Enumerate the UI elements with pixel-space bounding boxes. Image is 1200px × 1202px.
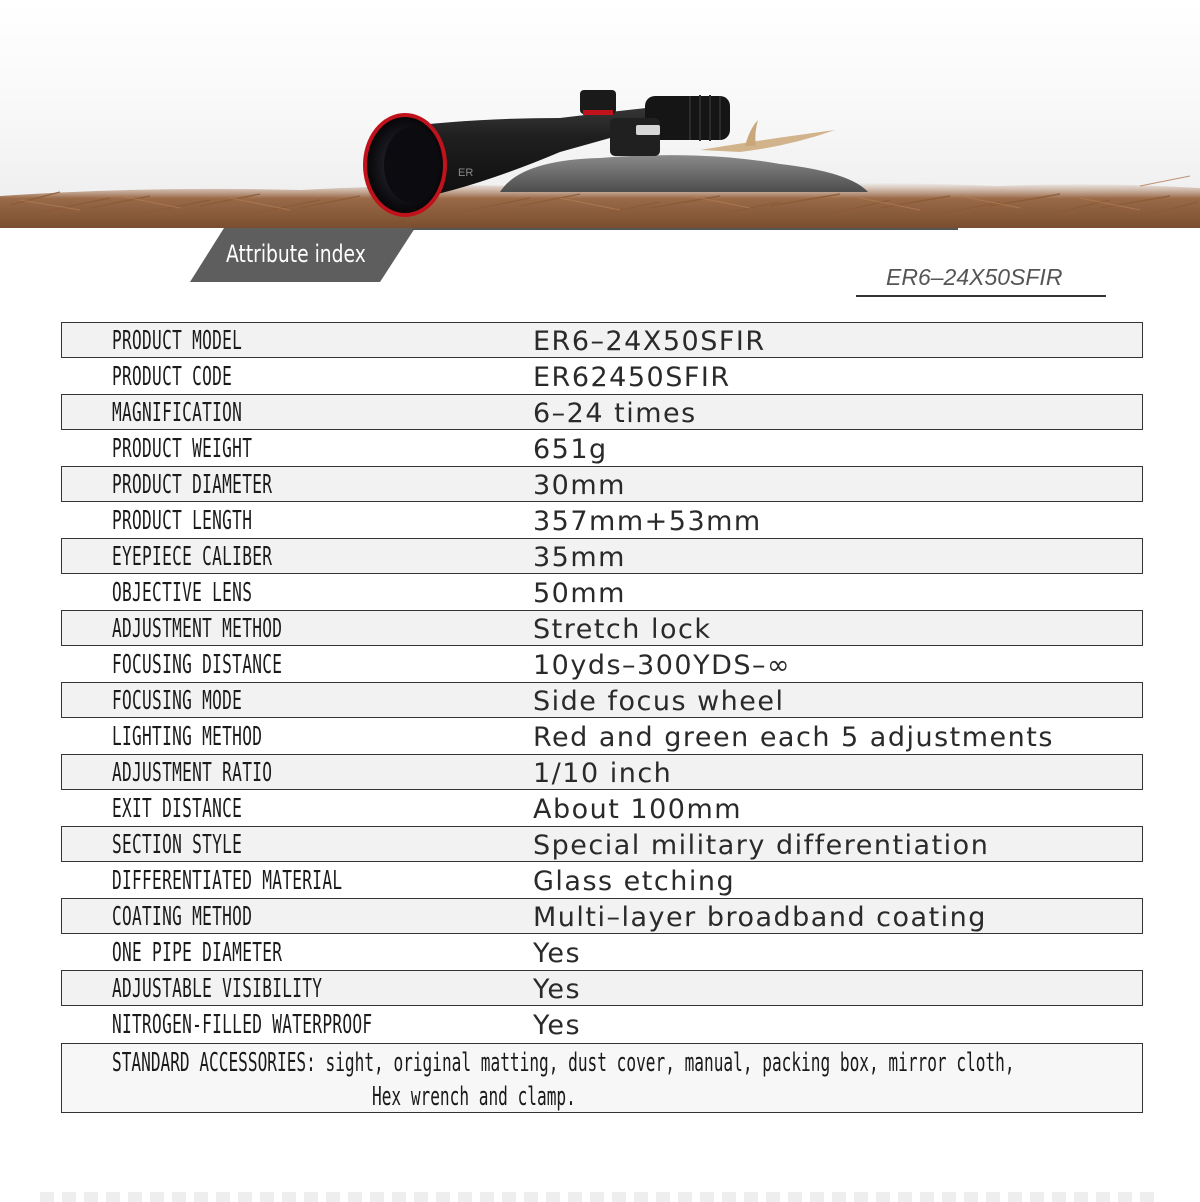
- scope-marking: ER: [458, 167, 474, 179]
- spec-row: [61, 430, 1143, 466]
- spec-row: [61, 1006, 1143, 1042]
- spec-row: [61, 718, 1143, 754]
- spec-row: [61, 358, 1143, 394]
- spec-row: [61, 826, 1143, 862]
- spec-row: [61, 502, 1143, 538]
- accessories-line-1: STANDARD ACCESSORIES: sight, original matting, dust cover, manual, packing box, mirror cloth,: [112, 1048, 1015, 1078]
- cropped-footer-text: [40, 1192, 1160, 1202]
- spec-row: [61, 574, 1143, 610]
- model-title-underline: [856, 295, 1106, 297]
- spec-value: 50mm: [533, 578, 626, 609]
- spec-row: [61, 862, 1143, 898]
- spec-value: Yes: [533, 974, 582, 1005]
- spec-value: Multi–layer broadband coating: [533, 902, 987, 933]
- spec-label: PRODUCT CODE: [112, 362, 233, 392]
- spec-value: Stretch lock: [533, 614, 712, 645]
- spec-row: [61, 790, 1143, 826]
- spec-value: ER62450SFIR: [533, 362, 731, 393]
- spec-label: PRODUCT WEIGHT: [112, 434, 253, 464]
- spec-label: EYEPIECE CALIBER: [112, 542, 273, 572]
- spec-value: Yes: [533, 938, 582, 969]
- attribute-index-label: Attribute index: [226, 240, 366, 268]
- spec-label: NITROGEN-FILLED WATERPROOF: [112, 1010, 373, 1040]
- spec-value: Side focus wheel: [533, 686, 785, 717]
- spec-value: Glass etching: [533, 866, 736, 897]
- spec-label: SECTION STYLE: [112, 830, 243, 860]
- spec-table: [61, 322, 1143, 1042]
- spec-value: About 100mm: [533, 794, 743, 825]
- spec-label: FOCUSING DISTANCE: [112, 650, 283, 680]
- spec-value: 1/10 inch: [533, 758, 673, 789]
- spec-label: ADJUSTMENT RATIO: [112, 758, 273, 788]
- spec-label: PRODUCT DIAMETER: [112, 470, 273, 500]
- product-hero-image: [0, 0, 1200, 228]
- spec-row: [61, 934, 1143, 970]
- spec-label: FOCUSING MODE: [112, 686, 243, 716]
- header-divider: [412, 228, 958, 230]
- spec-row: [61, 646, 1143, 682]
- spec-row: [61, 466, 1143, 502]
- spec-label: EXIT DISTANCE: [112, 794, 243, 824]
- spec-label: DIFFERENTIATED MATERIAL: [112, 866, 343, 896]
- spec-value: 6–24 times: [533, 398, 697, 429]
- accessories-line-2: Hex wrench and clamp.: [372, 1082, 576, 1112]
- spec-row: [61, 322, 1143, 358]
- spec-value: 651g: [533, 434, 608, 465]
- spec-label: ADJUSTABLE VISIBILITY: [112, 974, 323, 1004]
- rifle-scope-illustration: [0, 0, 1200, 228]
- standard-accessories-box: [61, 1043, 1143, 1113]
- spec-value: Special military differentiation: [533, 830, 990, 861]
- spec-row: [61, 898, 1143, 934]
- spec-label: ADJUSTMENT METHOD: [112, 614, 283, 644]
- spec-row: [61, 754, 1143, 790]
- spec-value: 357mm+53mm: [533, 506, 762, 537]
- spec-label: MAGNIFICATION: [112, 398, 243, 428]
- spec-value: Red and green each 5 adjustments: [533, 722, 1054, 753]
- spec-label: ONE PIPE DIAMETER: [112, 938, 283, 968]
- spec-value: 35mm: [533, 542, 626, 573]
- spec-label: OBJECTIVE LENS: [112, 578, 253, 608]
- spec-row: [61, 970, 1143, 1006]
- model-title: ER6–24X50SFIR: [886, 264, 1063, 290]
- spec-label: COATING METHOD: [112, 902, 253, 932]
- spec-value: Yes: [533, 1010, 582, 1041]
- spec-value: ER6–24X50SFIR: [533, 326, 766, 357]
- spec-row: [61, 538, 1143, 574]
- spec-row: [61, 682, 1143, 718]
- attribute-index-tab: [190, 228, 415, 282]
- spec-value: 10yds–300YDS–∞: [533, 650, 791, 681]
- spec-row: [61, 394, 1143, 430]
- spec-row: [61, 610, 1143, 646]
- spec-value: 30mm: [533, 470, 626, 501]
- spec-label: PRODUCT MODEL: [112, 326, 243, 356]
- spec-label: LIGHTING METHOD: [112, 722, 263, 752]
- spec-label: PRODUCT LENGTH: [112, 506, 253, 536]
